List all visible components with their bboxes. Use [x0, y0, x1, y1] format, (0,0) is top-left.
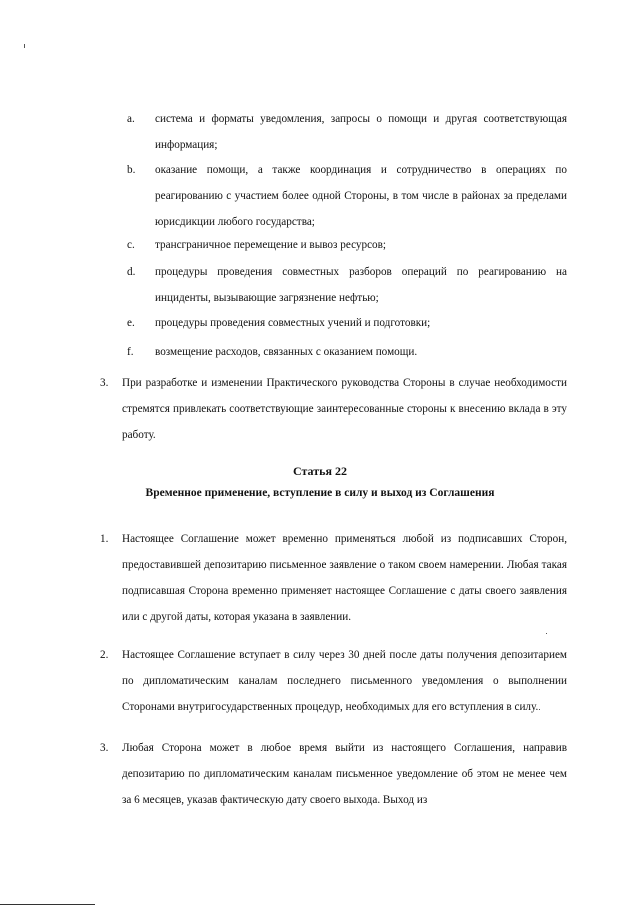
list-marker: e.	[127, 317, 135, 329]
list-marker: b.	[127, 164, 136, 176]
list-text: процедуры проведения совместных разборов операций по реагированию на инциденты, вызывающие загрязнение нефтью;	[155, 266, 567, 304]
list-marker: f.	[127, 346, 134, 358]
paragraph-number: 1.	[100, 533, 109, 545]
list-marker: a.	[127, 113, 135, 125]
list-text: оказание помощи, а также координация и сотрудничество в операциях по реагированию с участием более одной Стороны, в том числе в районах за пределами юрисдикции любого государства;	[155, 164, 567, 228]
paragraph-text: Любая Сторона может в любое время выйти из настоящего Соглашения, направив депозитарию по дипломатическим каналам письменное уведомление об этом не менее чем за 6 месяцев, указав фактическую дату своего выхода. Выход из	[122, 742, 567, 806]
article-heading: Временное применение, вступление в силу и выход из Соглашения	[145, 487, 495, 499]
paragraph-number: 2.	[100, 649, 109, 661]
list-marker: c.	[127, 239, 135, 251]
scan-speck	[24, 44, 25, 48]
paragraph-text: Настоящее Соглашение вступает в силу через 30 дней после даты получения депозитарием по дипломатическим каналам последнего письменного уведомления о выполнении Сторонами внутригосударственных процедур, необходимых для его вступления в силу.	[122, 649, 567, 713]
list-text: трансграничное перемещение и вывоз ресурсов;	[155, 239, 387, 251]
list-text: система и форматы уведомления, запросы о помощи и другая соответствующая информация;	[155, 113, 567, 151]
list-text: процедуры проведения совместных учений и подготовки;	[155, 317, 431, 329]
paragraph-text: Настоящее Соглашение может временно применяться любой из подписавших Сторон, предоставившей депозитарию письменное заявление о таком своем намерении. Любая такая подписавшая Сторона временно применяет настоящее Соглашение с даты своего заявления или с другой даты, которая указана в заявлении.	[122, 533, 567, 623]
scan-speck	[546, 633, 547, 634]
list-text: возмещение расходов, связанных с оказанием помощи.	[155, 346, 418, 358]
paragraph-number: 3.	[100, 742, 109, 754]
scan-speck	[539, 709, 540, 710]
list-marker: d.	[127, 266, 136, 278]
paragraph-number: 3.	[100, 377, 109, 389]
paragraph-text: При разработке и изменении Практического руководства Стороны в случае необходимости стремятся привлекать соответствующие заинтересованные стороны к внесению вклада в эту работу.	[122, 377, 567, 441]
article-title: Статья 22	[293, 464, 347, 478]
